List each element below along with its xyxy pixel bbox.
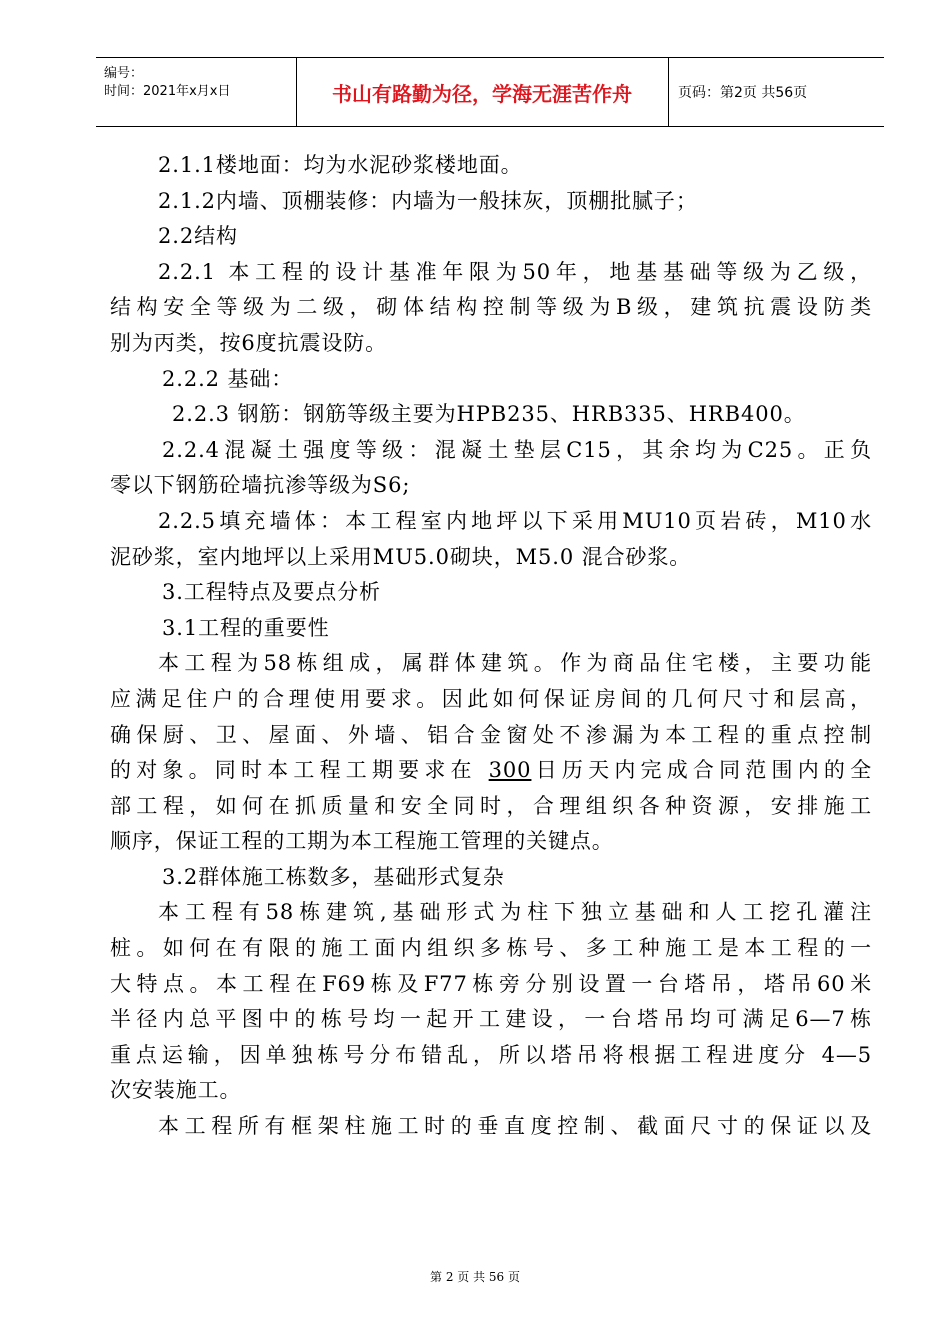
header-meta-cell [96, 58, 297, 126]
paragraph-3-1-line2: 应满足住户的合理使用要求。因此如何保证房间的几何尺寸和层高， [110, 686, 872, 711]
header-page-label: 页码：第2页 共56页 [678, 85, 808, 101]
duration-days-value: 300 [488, 758, 532, 783]
page-footer: 第 2 页 共 56 页 [430, 1270, 520, 1284]
paragraph-2-2-5-line2: 泥砂浆，室内地坪以上采用MU5.0砌块，M5.0 混合砂浆。 [110, 544, 692, 569]
paragraph-3-2-line2: 桩。如何在有限的施工面内组织多栋号、多工种施工是本工程的一 [110, 936, 872, 961]
heading-3-2: 3.2群体施工栋数多，基础形式复杂 [162, 864, 505, 889]
paragraph-2-2-3: 2.2.3 钢筋：钢筋等级主要为HPB235、HRB335、HRB400。 [172, 402, 806, 427]
header-motto-cell [296, 58, 669, 126]
paragraph-3-1-line5: 部工程，如何在抓质量和安全同时，合理组织各种资源，安排施工 [110, 793, 872, 818]
paragraph-2-2-1-line3: 别为丙类，按6度抗震设防。 [110, 330, 388, 355]
paragraph-2-1-2: 2.1.2内墙、顶棚装修：内墙为一般抹灰，顶棚批腻子； [158, 188, 698, 213]
document-time-label: 时间：2021年x月x日 [104, 84, 231, 99]
paragraph-3-1-line4-pre: 的对象。同时本工程工期要求在 [110, 758, 489, 783]
paragraph-3-2-line4: 半径内总平图中的栋号均一起开工建设，一台塔吊均可满足6—7栋 [110, 1007, 872, 1032]
paragraph-3-1-line1: 本工程为58栋组成，属群体建筑。作为商品住宅楼，主要功能 [158, 651, 872, 676]
paragraph-2-2-4-line2: 零以下钢筋砼墙抗渗等级为S6; [110, 473, 411, 498]
document-header [96, 57, 884, 127]
header-motto: 书山有路勤为径，学海无涯苦作舟 [332, 81, 632, 106]
paragraph-3-2-line5: 重点运输，因单独栋号分布错乱，所以塔吊将根据工程进度分 4—5 [110, 1042, 872, 1067]
paragraph-2-2-5-line1: 2.2.5填充墙体：本工程室内地坪以下采用MU10页岩砖，M10水 [158, 508, 872, 533]
document-body [110, 148, 872, 1145]
paragraph-3-2-line6: 次安装施工。 [110, 1078, 242, 1103]
paragraph-3-1-line3: 确保厨、卫、屋面、外墙、铝合金窗处不渗漏为本工程的重点控制 [110, 722, 872, 747]
paragraph-2-2-2: 2.2.2 基础： [162, 366, 294, 391]
document-number-label: 编号： [104, 66, 144, 81]
paragraph-3-2-line3: 大特点。本工程在F69栋及F77栋旁分别设置一台塔吊，塔吊60米 [110, 971, 872, 996]
heading-2-2: 2.2结构 [158, 224, 238, 249]
paragraph-3-1-line4 [110, 753, 872, 789]
paragraph-2-2-1-line2: 结构安全等级为二级，砌体结构控制等级为B级，建筑抗震设防类 [110, 295, 872, 320]
paragraph-2-2-1-line1: 2.2.1 本工程的设计基准年限为50年，地基基础等级为乙级， [158, 259, 872, 284]
paragraph-3-2-line1: 本工程有58栋建筑,基础形式为柱下独立基础和人工挖孔灌注 [158, 900, 872, 925]
paragraph-3-1-line6: 顺序，保证工程的工期为本工程施工管理的关键点。 [110, 829, 614, 854]
paragraph-3-1-line4-post: 日历天内完成合同范围内的全 [531, 758, 872, 783]
paragraph-2-1-1: 2.1.1楼地面：均为水泥砂浆楼地面。 [158, 153, 523, 177]
heading-3-1: 3.1工程的重要性 [162, 615, 330, 640]
paragraph-2-2-4-line1: 2.2.4混凝土强度等级：混凝土垫层C15，其余均为C25。正负 [162, 437, 872, 462]
header-page-cell [668, 58, 884, 126]
heading-3: 3.工程特点及要点分析 [162, 580, 381, 605]
paragraph-frame-columns-line1: 本工程所有框架柱施工时的垂直度控制、截面尺寸的保证以及 [158, 1114, 872, 1139]
